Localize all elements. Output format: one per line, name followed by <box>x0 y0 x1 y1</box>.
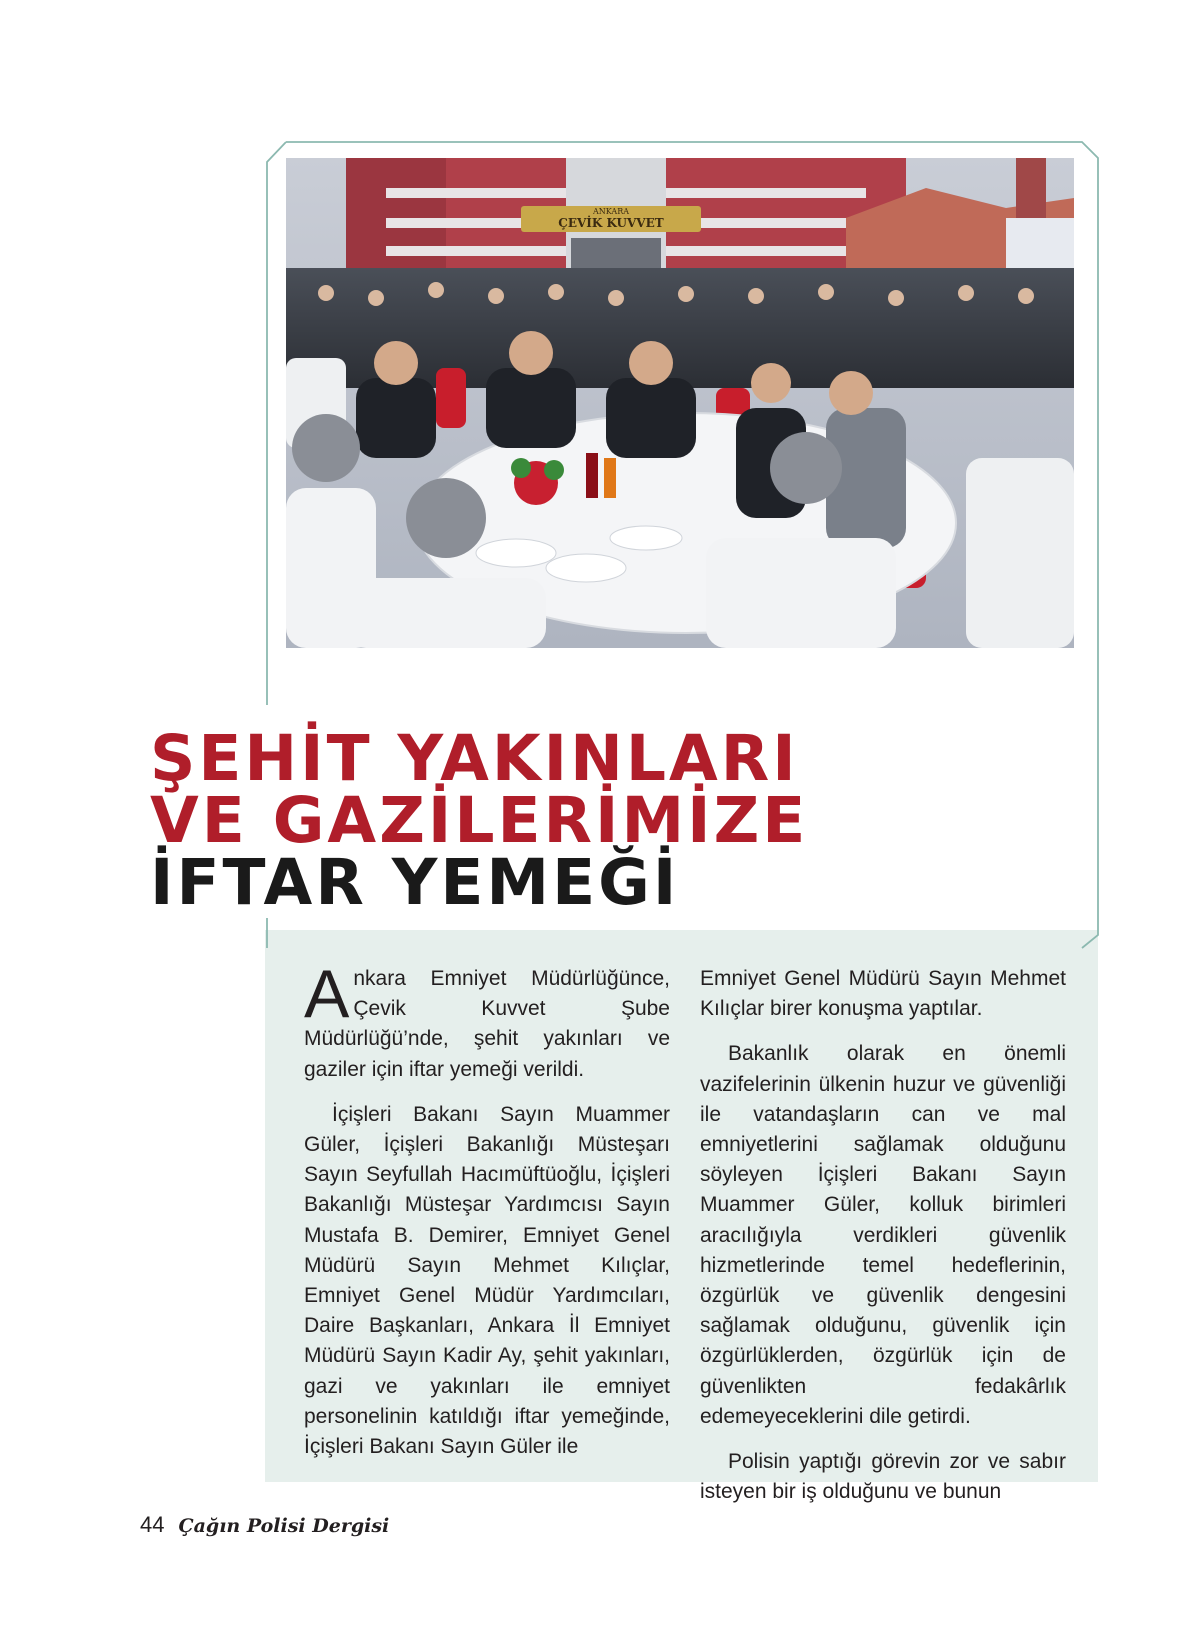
page-number: 44 <box>140 1512 165 1537</box>
headline-line-1: ŞEHİT YAKINLARI <box>150 722 799 795</box>
paragraph-3: Emniyet Genel Müdürü Sayın Mehmet Kılıçlar birer konuşma yaptılar. <box>700 967 1066 1021</box>
page-footer <box>140 1512 389 1538</box>
paragraph-5: Polisin yaptığı görevin zor ve sabır isteyen bir iş olduğunu ve bunun <box>700 1450 1066 1504</box>
building-sign-small: ANKARA <box>592 207 630 216</box>
magazine-title: Çağın Polisi Dergisi <box>178 1515 390 1537</box>
building-sign: ÇEVİK KUVVET <box>558 216 664 230</box>
headline-line-3: İFTAR YEMEĞİ <box>150 846 680 919</box>
paragraph-1-text: nkara Emniyet Müdürlüğünce, Çevik Kuvvet Şube Müdürlüğü’nde, şehit yakınları ve gaziler için iftar yemeği verildi. <box>304 967 670 1081</box>
photo-icon <box>286 158 1074 648</box>
dropcap: A <box>304 956 350 1032</box>
article-column-left <box>304 956 670 1477</box>
paragraph-2: İçişleri Bakanı Sayın Muammer Güler, İçişleri Bakanlığı Müsteşarı Sayın Seyfullah Hacımüftüoğlu, İçişleri Bakanlığı Müsteşar Yardımcısı Sayın Mustafa B. Demirer, Emniyet Genel Müdürü Sayın Mehmet Kılıçlar, Emniyet Genel Müdür Yardımcıları, Daire Başkanları, Ankara İl Emniyet Müdürü Sayın Kadir Ay, şehit yakınları, gazi ve yakınları ile emniyet personelinin katıldığı iftar yemeğinde, İçişleri Bakanı Sayın Güler ile <box>304 1102 670 1459</box>
headline <box>150 722 1050 919</box>
headline-line-2: VE GAZİLERİMİZE <box>150 784 809 857</box>
event-photo <box>286 158 1074 648</box>
paragraph-4: Bakanlık olarak en önemli vazifelerinin ülkenin huzur ve güvenliği ile vatandaşların can ve mal emniyetlerini sağlamak olduğunu söyleyen İçişleri Bakanı Sayın Muammer Güler, kolluk birimleri aracılığıyla verdikleri güvenlik hizmetlerinde temel hedeflerinin, özgürlük ve güvenlik dengesini sağlamak olduğunu, güvenlik için özgürlüklerden, özgürlük için de güvenlikten fedakârlık edemeyeceklerini dile getirdi. <box>700 1042 1066 1428</box>
article-column-right <box>700 964 1066 1522</box>
paragraph-1 <box>304 956 670 1085</box>
